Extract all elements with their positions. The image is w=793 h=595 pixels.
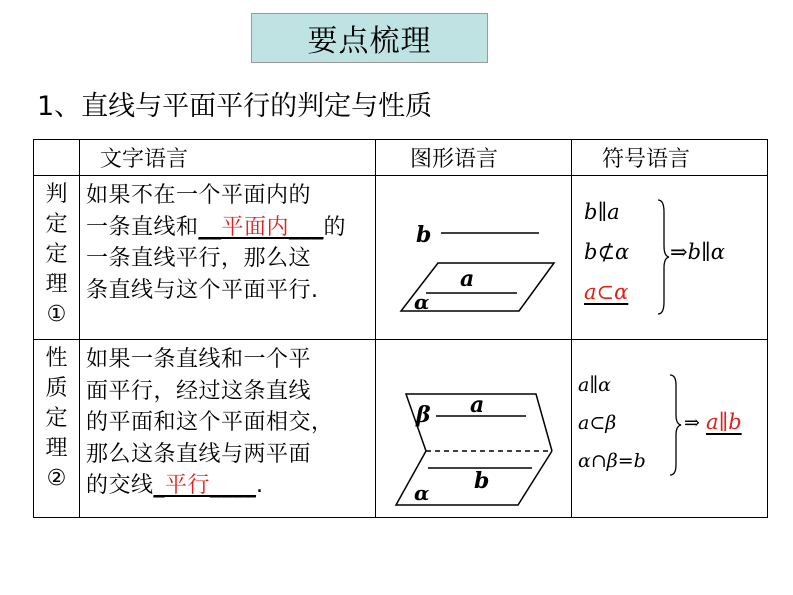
header-symbol-language: 符号语言	[572, 140, 768, 176]
criterion-text: 如果不在一个平面内的 一条直线和__平面内___的 一条直线平行，那么这 条直线与这个平面平行.	[80, 176, 376, 340]
property-text: 如果一条直线和一个平 面平行，经过这条直线 的平面和这个平面相交， 那么这条直线与两平面 的交线_平行____.	[80, 340, 376, 518]
symbol-alpha-cap-beta: α∩β=b	[578, 450, 646, 472]
label-beta: β	[416, 402, 431, 428]
criterion-fill-answer: 平面内	[221, 214, 290, 240]
table-row-property	[34, 340, 768, 518]
row-label-criterion: 判 定 定 理 ①	[34, 176, 80, 340]
symbol-conclusion-answer: a∥b	[706, 410, 742, 434]
property-figure	[376, 340, 572, 518]
row-label-property: 性 质 定 理 ②	[34, 340, 80, 518]
label-a: a	[460, 266, 475, 292]
criterion-symbols	[572, 176, 768, 340]
property-fill-answer: 平行	[165, 473, 211, 498]
criterion-figure	[376, 176, 572, 340]
label-alpha: α	[414, 481, 430, 505]
brace-icon	[668, 373, 682, 477]
symbol-b-parallel-a: b∥a	[584, 200, 620, 224]
header-figure-language: 图形语言	[376, 140, 572, 176]
label-alpha: α	[414, 290, 430, 314]
label-a: a	[470, 392, 485, 418]
section-title: 要点梳理	[251, 13, 488, 63]
symbol-b-not-in-alpha: b⊄α	[584, 240, 630, 264]
brace-icon	[656, 198, 670, 316]
table-header-row	[34, 140, 768, 176]
label-b: b	[474, 468, 490, 494]
implies-arrow: ⇒	[684, 412, 700, 434]
symbol-conclusion: ⇒b∥α	[670, 240, 725, 264]
property-symbols	[572, 340, 768, 518]
label-b: b	[416, 222, 432, 248]
theorem-table	[33, 139, 768, 518]
header-text-language: 文字语言	[80, 140, 376, 176]
table-row-criterion	[34, 176, 768, 340]
header-empty-cell	[34, 140, 80, 176]
symbol-a-in-beta: a⊂β	[578, 412, 617, 434]
symbol-a-parallel-alpha: a∥α	[578, 374, 611, 396]
subtitle: 1、直线与平面平行的判定与性质	[37, 91, 433, 122]
symbol-a-in-alpha-answer: a⊂α	[584, 280, 629, 304]
